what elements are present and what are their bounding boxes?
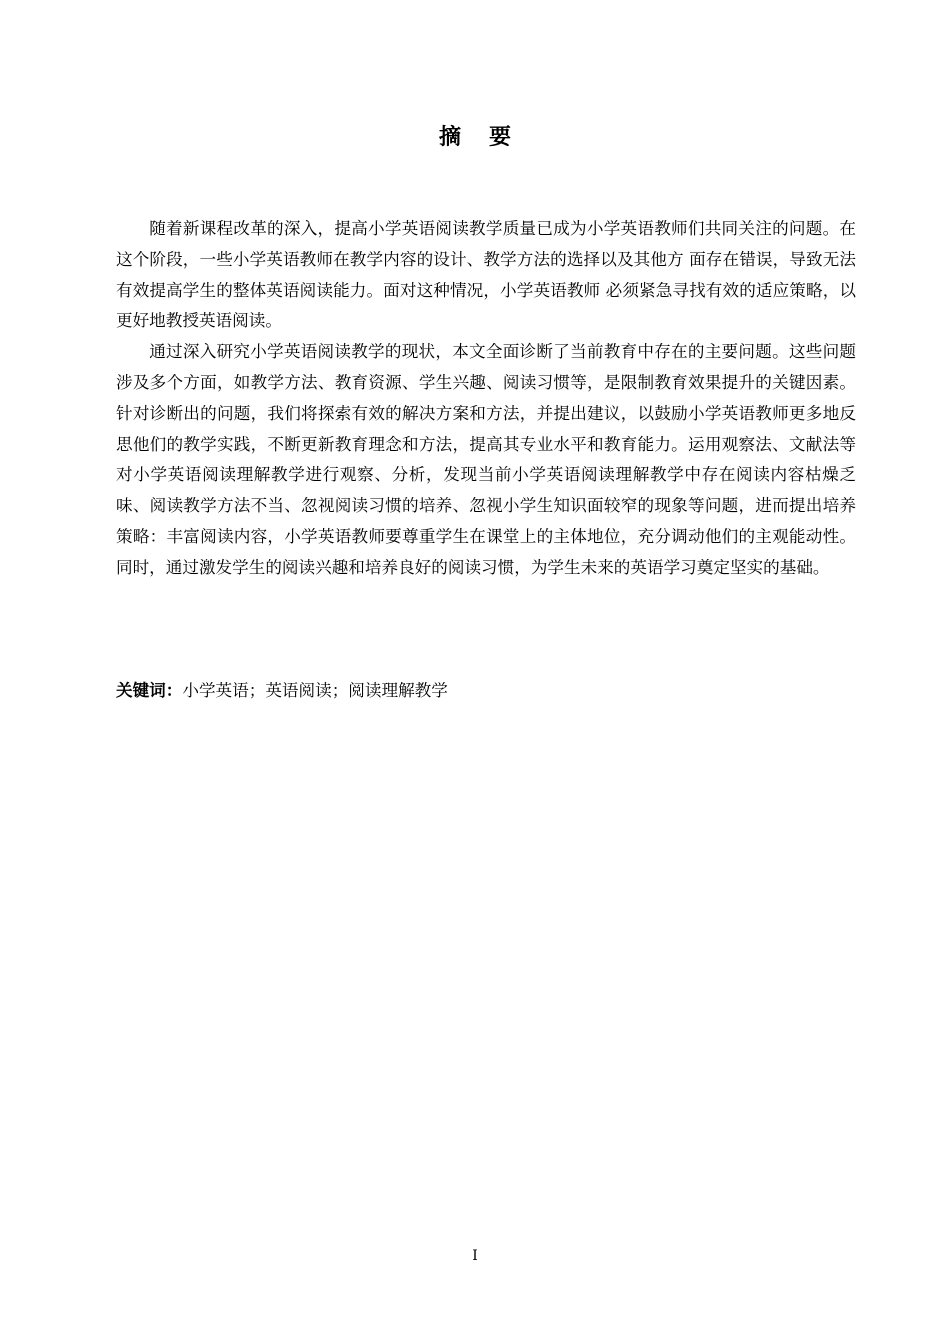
keywords-line (116, 676, 856, 706)
keywords-value: 小学英语；英语阅读；阅读理解教学 (182, 681, 448, 700)
abstract-title: 摘要 (438, 125, 539, 150)
keywords-label: 关键词： (116, 681, 183, 700)
abstract-paragraph-2: 通过深入研究小学英语阅读教学的现状，本文全面诊断了当前教育中存在的主要问题。这些问题涉及多个方面，如教学方法、教育资源、学生兴趣、阅读习惯等，是限制教育效果提升的关键因素。针对诊断出的问题，我们将探索有效的解决方案和方法，并提出建议，以鼓励小学英语教师更多地反思他们的教学实践，不断更新教育理念和方法，提高其专业水平和教育能力。运用观察法、文献法等对小学英语阅读理解教学进行观察、分析，发现当前小学英语阅读理解教学中存在阅读内容枯燥乏味、阅读教学方法不当、忽视阅读习惯的培养、忽视小学生知识面较窄的现象等问题，进而提出培养策略：丰富阅读内容，小学英语教师要尊重学生在课堂上的主体地位，充分调动他们的主观能动性。同时，通过激发学生的阅读兴趣和培养良好的阅读习惯，为学生未来的英语学习奠定坚实的基础。 (116, 342, 856, 577)
abstract-paragraph-1: 随着新课程改革的深入，提高小学英语阅读教学质量已成为小学英语教师们共同关注的问题。在这个阶段，一些小学英语教师在教学内容的设计、教学方法的选择以及其他方 面存在错误，导致无法有效提高学生的整体英语阅读能力。面对这种情况，小学英语教师 必须紧急寻找有效的适应策略，以更好地教授英语阅读。 (116, 219, 856, 331)
page-number: I (472, 1248, 478, 1264)
abstract-body (116, 214, 856, 584)
